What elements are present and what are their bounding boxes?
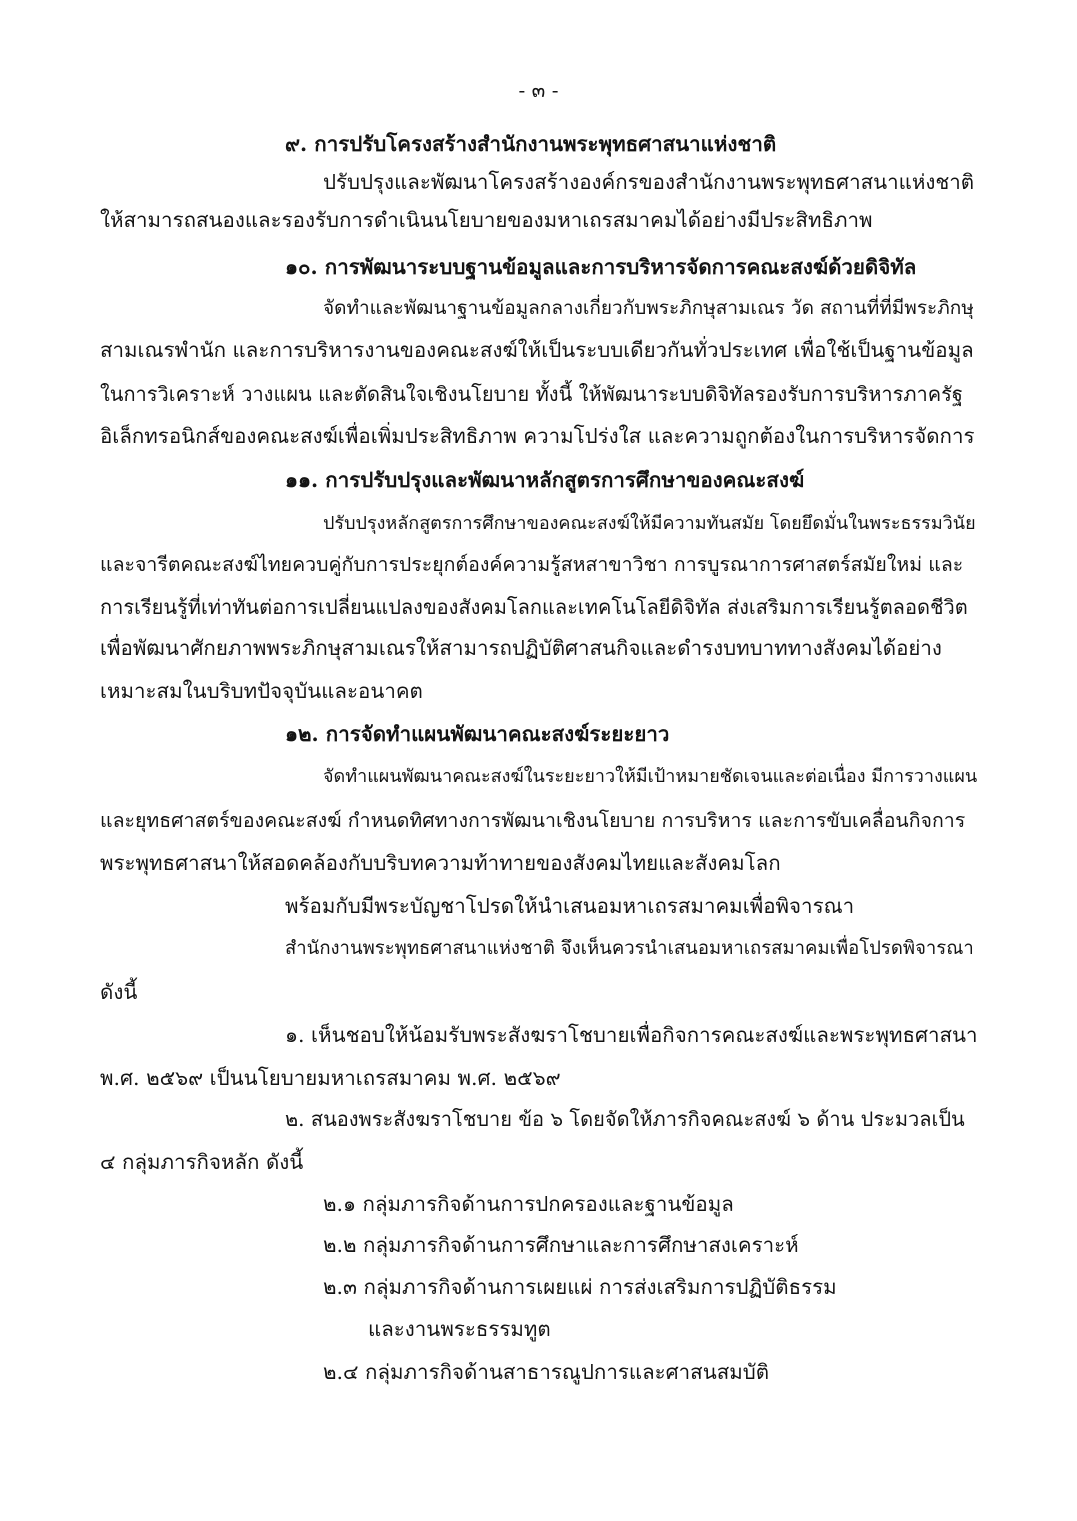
paragraph-line: อิเล็กทรอนิกส์ของคณะสงฆ์เพื่อเพิ่มประสิทธิภาพ ความโปร่งใส และความถูกต้องในการบริหารจัดการ bbox=[100, 424, 975, 448]
paragraph-line: สามเณรพำนัก และการบริหารงานของคณะสงฆ์ให้เป็นระบบเดียวกันทั่วประเทศ เพื่อใช้เป็นฐานข้อมูล bbox=[100, 338, 974, 362]
paragraph-line: พระพุทธศาสนาให้สอดคล้องกับบริบทความท้าทายของสังคมไทยและสังคมโลก bbox=[100, 851, 781, 875]
resolution-line: ๔ กลุ่มภารกิจหลัก ดังนี้ bbox=[100, 1150, 304, 1174]
paragraph-line: ในการวิเคราะห์ วางแผน และตัดสินใจเชิงนโยบาย ทั้งนี้ ให้พัฒนาระบบดิจิทัลรองรับการบริหารภาครัฐ bbox=[100, 382, 963, 406]
group-item: ๒.๓ กลุ่มภารกิจด้านการเผยแผ่ การส่งเสริมการปฏิบัติธรรม bbox=[323, 1275, 837, 1299]
group-item: ๒.๑ กลุ่มภารกิจด้านการปกครองและฐานข้อมูล bbox=[323, 1192, 734, 1216]
group-item: ๒.๒ กลุ่มภารกิจด้านการศึกษาและการศึกษาสงเคราะห์ bbox=[323, 1233, 799, 1257]
section-heading: ๑๑. การปรับปรุงและพัฒนาหลักสูตรการศึกษาของคณะสงฆ์ bbox=[285, 468, 805, 492]
resolution-line: พ.ศ. ๒๕๖๙ เป็นนโยบายมหาเถรสมาคม พ.ศ. ๒๕๖๙ bbox=[100, 1066, 561, 1090]
paragraph-line: ปรับปรุงและพัฒนาโครงสร้างองค์กรของสำนักงานพระพุทธศาสนาแห่งชาติ bbox=[323, 170, 975, 194]
paragraph-line: และยุทธศาสตร์ของคณะสงฆ์ กำหนดทิศทางการพัฒนาเชิงนโยบาย การบริหาร และการขับเคลื่อนกิจการ bbox=[100, 809, 966, 832]
resolution-line: ๑. เห็นชอบให้น้อมรับพระสังฆราโชบายเพื่อกิจการคณะสงฆ์และพระพุทธศาสนา bbox=[285, 1023, 978, 1047]
section-heading: ๑๐. การพัฒนาระบบฐานข้อมูลและการบริหารจัดการคณะสงฆ์ด้วยดิจิทัล bbox=[285, 255, 917, 279]
section-heading: ๑๒. การจัดทำแผนพัฒนาคณะสงฆ์ระยะยาว bbox=[285, 722, 670, 746]
closing-line: พร้อมกับมีพระบัญชาโปรดให้นำเสนอมหาเถรสมาคมเพื่อพิจารณา bbox=[285, 894, 855, 918]
group-item-continuation: และงานพระธรรมทูต bbox=[368, 1317, 551, 1341]
paragraph-line: เหมาะสมในบริบทปัจจุบันและอนาคต bbox=[100, 679, 423, 703]
paragraph-line: และจารีตคณะสงฆ์ไทยควบคู่กับการประยุกต์องค์ความรู้สหสาขาวิชา การบูรณาการศาสตร์สมัยใหม่ และ bbox=[100, 553, 964, 576]
paragraph-line: จัดทำแผนพัฒนาคณะสงฆ์ในระยะยาวให้มีเป้าหมายชัดเจนและต่อเนื่อง มีการวางแผน bbox=[323, 766, 978, 787]
closing-line: สำนักงานพระพุทธศาสนาแห่งชาติ จึงเห็นควรนำเสนอมหาเถรสมาคมเพื่อโปรดพิจารณา bbox=[285, 938, 974, 959]
page-number: - ๓ - bbox=[518, 78, 559, 102]
paragraph-line: การเรียนรู้ที่เท่าทันต่อการเปลี่ยนแปลงของสังคมโลกและเทคโนโลยีดิจิทัล ส่งเสริมการเรียนรู้ตลอดชีวิต bbox=[100, 595, 968, 619]
section-heading: ๙. การปรับโครงสร้างสำนักงานพระพุทธศาสนาแห่งชาติ bbox=[285, 132, 777, 156]
paragraph-line: จัดทำและพัฒนาฐานข้อมูลกลางเกี่ยวกับพระภิกษุสามเณร วัด สถานที่ที่มีพระภิกษุ bbox=[323, 297, 974, 319]
paragraph-line: ปรับปรุงหลักสูตรการศึกษาของคณะสงฆ์ให้มีความทันสมัย โดยยึดมั่นในพระธรรมวินัย bbox=[323, 513, 976, 534]
paragraph-line: เพื่อพัฒนาศักยภาพพระภิกษุสามเณรให้สามารถปฏิบัติศาสนกิจและดำรงบทบาททางสังคมได้อย่าง bbox=[100, 636, 942, 660]
paragraph-line: ให้สามารถสนองและรองรับการดำเนินนโยบายของมหาเถรสมาคมได้อย่างมีประสิทธิภาพ bbox=[100, 208, 873, 232]
resolution-line: ๒. สนองพระสังฆราโชบาย ข้อ ๖ โดยจัดให้ภารกิจคณะสงฆ์ ๖ ด้าน ประมวลเป็น bbox=[285, 1107, 965, 1131]
closing-line: ดังนี้ bbox=[100, 980, 138, 1004]
group-item: ๒.๔ กลุ่มภารกิจด้านสาธารณูปการและศาสนสมบัติ bbox=[323, 1360, 770, 1384]
